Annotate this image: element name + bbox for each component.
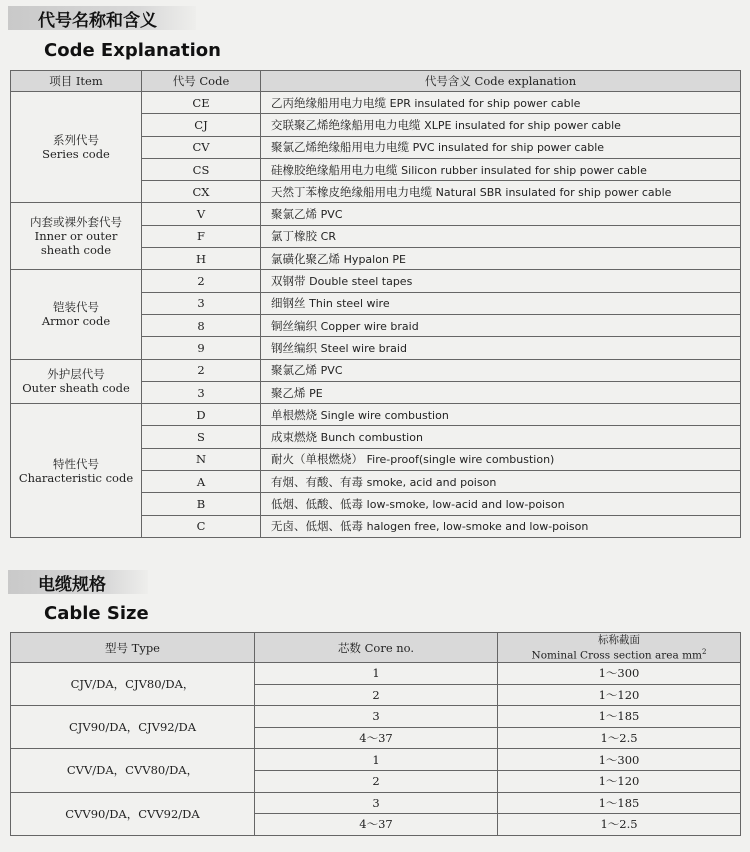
type-header: 型号 Type xyxy=(11,633,255,663)
item-label-en: Armor code xyxy=(41,314,111,329)
explanation-cn: 单根燃烧 xyxy=(271,407,317,422)
section-title-code-cn: 代号名称和含义 xyxy=(38,10,157,31)
core-cell: 1 xyxy=(255,663,498,685)
core-cell: 4～37 xyxy=(255,727,498,749)
item-group-cell xyxy=(11,92,142,203)
code-explanation-table xyxy=(10,70,741,538)
item-label-cn: 特性代号 xyxy=(53,456,99,471)
explanation-cn: 铜丝编织 xyxy=(271,318,317,333)
explanation-en: PVC xyxy=(320,208,343,222)
code-cell: 9 xyxy=(142,337,261,359)
item-label-en: Inner or outer sheath code xyxy=(34,229,118,258)
item-label-cn: 外护层代号 xyxy=(47,367,105,382)
size-table-row xyxy=(11,706,741,728)
code-cell: A xyxy=(142,471,261,493)
area-header-en: Nominal Cross section area mm xyxy=(531,649,703,662)
explanation-cell xyxy=(261,448,741,470)
area-cell: 1～185 xyxy=(498,706,741,728)
code-cell: CS xyxy=(142,158,261,180)
explanation-cn: 氯丁橡胶 xyxy=(271,229,317,244)
explanation-cn: 氯磺化聚乙烯 xyxy=(271,251,340,266)
explanation-cn: 细钢丝 xyxy=(271,296,306,311)
section-subtitle-code: Code Explanation xyxy=(44,40,221,61)
item-group-cell xyxy=(11,270,142,359)
size-table-row xyxy=(11,663,741,685)
explanation-cell xyxy=(261,203,741,225)
code-cell: F xyxy=(142,225,261,247)
code-cell: N xyxy=(142,448,261,470)
explanation-cn: 钢丝编织 xyxy=(271,340,317,355)
code-table-row xyxy=(11,359,741,381)
explanation-cell xyxy=(261,92,741,114)
code-table-header-cell: 代号含义 Code explanation xyxy=(261,71,741,92)
size-table-row xyxy=(11,792,741,814)
area-cell: 1～2.5 xyxy=(498,727,741,749)
item-label-cn: 系列代号 xyxy=(53,133,99,148)
section-title-code xyxy=(8,6,196,30)
cable-size-table xyxy=(10,632,741,836)
explanation-cn: 耐火（单根燃烧） xyxy=(271,452,363,467)
code-cell: 2 xyxy=(142,270,261,292)
explanation-cell xyxy=(261,248,741,270)
explanation-cell xyxy=(261,225,741,247)
explanation-cn: 无卤、低烟、低毒 xyxy=(271,519,363,534)
code-cell: S xyxy=(142,426,261,448)
explanation-en: low-smoke, low-acid and low-poison xyxy=(366,497,565,511)
explanation-cn: 硅橡胶绝缘船用电力电缆 xyxy=(271,162,398,177)
explanation-en: Single wire combustion xyxy=(320,408,449,422)
explanation-en: PE xyxy=(309,386,323,400)
type-cell: CJV90/DA，CJV92/DA xyxy=(11,706,255,749)
explanation-en: PVC insulated for ship power cable xyxy=(412,141,605,155)
area-cell: 1～185 xyxy=(498,792,741,814)
type-cell: CVV90/DA，CVV92/DA xyxy=(11,792,255,835)
explanation-cell xyxy=(261,493,741,515)
explanation-cn: 有烟、有酸、有毒 xyxy=(271,474,363,489)
explanation-en: PVC xyxy=(320,364,343,378)
explanation-en: halogen free, low-smoke and low-poison xyxy=(366,520,589,534)
core-header: 芯数 Core no. xyxy=(255,633,498,663)
explanation-cell xyxy=(261,381,741,403)
explanation-cell xyxy=(261,270,741,292)
explanation-cell xyxy=(261,404,741,426)
core-cell: 3 xyxy=(255,706,498,728)
code-cell: 2 xyxy=(142,359,261,381)
core-cell: 2 xyxy=(255,770,498,792)
code-table-row xyxy=(11,404,741,426)
code-cell: B xyxy=(142,493,261,515)
section-title-size-cn: 电缆规格 xyxy=(38,574,106,595)
explanation-en: CR xyxy=(320,230,336,244)
explanation-en: smoke, acid and poison xyxy=(366,475,497,489)
area-header-sup: 2 xyxy=(702,647,707,656)
area-cell: 1～300 xyxy=(498,749,741,771)
code-cell: CJ xyxy=(142,114,261,136)
explanation-en: Silicon rubber insulated for ship power cable xyxy=(401,163,647,177)
explanation-en: Fire-proof(single wire combustion) xyxy=(366,453,555,467)
explanation-cell xyxy=(261,515,741,537)
explanation-en: Steel wire braid xyxy=(320,341,407,355)
code-cell: 3 xyxy=(142,381,261,403)
explanation-cn: 聚乙烯 xyxy=(271,385,306,400)
code-cell: CV xyxy=(142,136,261,158)
code-cell: 3 xyxy=(142,292,261,314)
explanation-cell xyxy=(261,359,741,381)
item-label-cn: 内套或裸外套代号 xyxy=(30,215,122,230)
item-label-cn: 铠装代号 xyxy=(53,300,99,315)
core-cell: 2 xyxy=(255,684,498,706)
code-cell: CE xyxy=(142,92,261,114)
explanation-cn: 天然丁苯橡皮绝缘船用电力电缆 xyxy=(271,184,432,199)
explanation-cell xyxy=(261,471,741,493)
code-table-row xyxy=(11,92,741,114)
size-table-header xyxy=(11,633,741,663)
explanation-cell xyxy=(261,337,741,359)
explanation-en: Bunch combustion xyxy=(320,431,423,445)
explanation-cell xyxy=(261,314,741,336)
explanation-cell xyxy=(261,136,741,158)
core-cell: 1 xyxy=(255,749,498,771)
explanation-en: XLPE insulated for ship power cable xyxy=(424,118,621,132)
explanation-en: EPR insulated for ship power cable xyxy=(389,96,581,110)
area-header xyxy=(498,633,741,663)
area-cell: 1～120 xyxy=(498,770,741,792)
explanation-cell xyxy=(261,426,741,448)
type-cell: CVV/DA，CVV80/DA， xyxy=(11,749,255,792)
explanation-en: Copper wire braid xyxy=(320,319,419,333)
area-cell: 1～2.5 xyxy=(498,814,741,836)
code-cell: V xyxy=(142,203,261,225)
item-label-en: Outer sheath code xyxy=(22,381,130,396)
core-cell: 3 xyxy=(255,792,498,814)
explanation-en: Natural SBR insulated for ship power cable xyxy=(435,185,672,199)
area-header-cn: 标称截面 xyxy=(598,633,640,646)
explanation-cn: 成束燃烧 xyxy=(271,430,317,445)
explanation-cell xyxy=(261,114,741,136)
explanation-en: Double steel tapes xyxy=(309,275,413,289)
explanation-cn: 聚氯乙烯 xyxy=(271,363,317,378)
section-title-size xyxy=(8,570,148,594)
code-table-row xyxy=(11,203,741,225)
code-table-header-cell: 代号 Code xyxy=(142,71,261,92)
area-header-en-line xyxy=(502,646,736,662)
item-group-cell xyxy=(11,404,142,538)
type-cell: CJV/DA，CJV80/DA， xyxy=(11,663,255,706)
item-label-en: Characteristic code xyxy=(18,470,134,485)
explanation-cn: 双钢带 xyxy=(271,274,306,289)
code-cell: D xyxy=(142,404,261,426)
explanation-cn: 聚氯乙烯绝缘船用电力电缆 xyxy=(271,140,409,155)
code-table-header xyxy=(11,71,741,92)
code-table-row xyxy=(11,270,741,292)
item-group-cell xyxy=(11,203,142,270)
explanation-en: Hypalon PE xyxy=(343,252,406,266)
core-cell: 4～37 xyxy=(255,814,498,836)
section-subtitle-size: Cable Size xyxy=(44,603,149,624)
code-cell: 8 xyxy=(142,314,261,336)
area-cell: 1～300 xyxy=(498,663,741,685)
explanation-cn: 交联聚乙烯绝缘船用电力电缆 xyxy=(271,117,421,132)
explanation-en: Thin steel wire xyxy=(309,297,390,311)
size-table-row xyxy=(11,749,741,771)
code-cell: H xyxy=(142,248,261,270)
code-table-header-cell: 项目 Item xyxy=(11,71,142,92)
code-cell: C xyxy=(142,515,261,537)
explanation-cell xyxy=(261,292,741,314)
explanation-cn: 低烟、低酸、低毒 xyxy=(271,496,363,511)
explanation-cell xyxy=(261,158,741,180)
item-group-cell xyxy=(11,359,142,404)
explanation-cn: 聚氯乙烯 xyxy=(271,207,317,222)
code-cell: CX xyxy=(142,181,261,203)
item-label-en: Series code xyxy=(42,147,110,162)
area-cell: 1～120 xyxy=(498,684,741,706)
explanation-cell xyxy=(261,181,741,203)
explanation-cn: 乙丙绝缘船用电力电缆 xyxy=(271,95,386,110)
